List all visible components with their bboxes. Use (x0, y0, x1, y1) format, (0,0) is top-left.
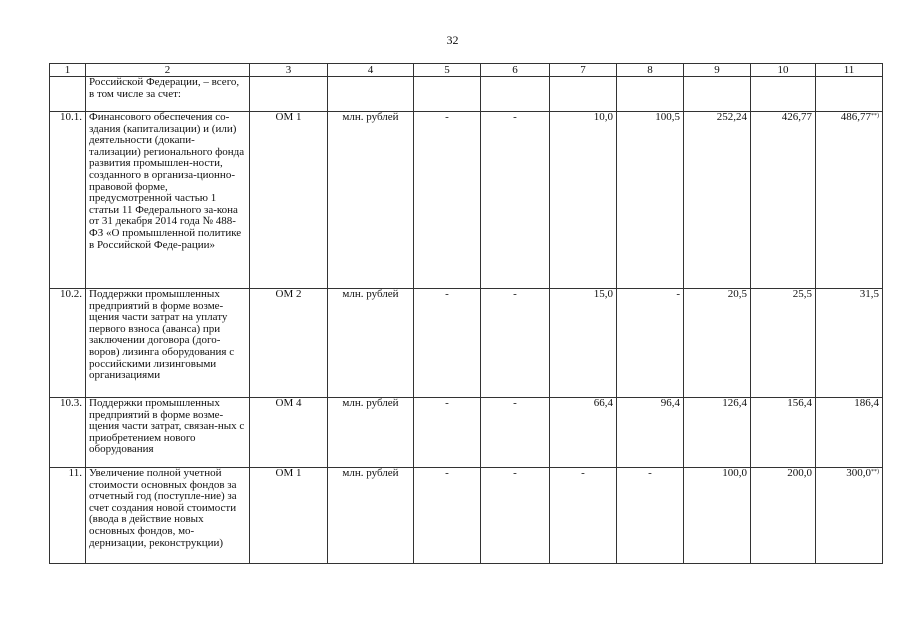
value-text: 300,0 (846, 467, 871, 479)
row-number-cell: 10.1. (50, 112, 86, 289)
column-header: 9 (684, 64, 751, 77)
row-name-cell: Финансового обеспечения со-здания (капитализации) и (или) деятельности (докапи-тализации) регионального фонда развития промышлен-ности, созданного в организа-ционно-правовой форме, предусмотренной частью 1 статьи 11 Федерального за-кона от 31 декабря 2014 года № 488-ФЗ «О промышленной политике в Российской Феде-рации» (86, 112, 250, 289)
table-row (50, 112, 883, 289)
value-cell: - (617, 468, 684, 564)
value-cell: - (550, 468, 617, 564)
value-cell: - (617, 289, 684, 398)
column-header-row (50, 64, 883, 77)
empty-cell (816, 77, 883, 112)
empty-cell (250, 77, 328, 112)
column-header: 2 (86, 64, 250, 77)
row-name-cell: Российской Федерации, – всего, в том числе за счет: (86, 77, 250, 112)
value-cell: 252,24 (684, 112, 751, 289)
value-cell: 100,5 (617, 112, 684, 289)
row-code-cell: ОМ 2 (250, 289, 328, 398)
row-number-cell: 10.3. (50, 398, 86, 468)
value-cell: 10,0 (550, 112, 617, 289)
value-cell: 66,4 (550, 398, 617, 468)
row-number-cell: 10.2. (50, 289, 86, 398)
empty-cell (684, 77, 751, 112)
empty-cell (617, 77, 684, 112)
row-unit-cell: млн. рублей (328, 468, 414, 564)
empty-cell (414, 77, 481, 112)
row-name-cell: Поддержки промышленных предприятий в форме возме-щения части затрат на уплату первого взноса (аванса) при заключении договора (дого-воров) лизинга оборудования с российскими лизинговыми организациями (86, 289, 250, 398)
table-row (50, 398, 883, 468)
column-header: 1 (50, 64, 86, 77)
value-cell: - (481, 398, 550, 468)
row-code-cell: ОМ 4 (250, 398, 328, 468)
row-code-cell: ОМ 1 (250, 468, 328, 564)
value-cell: 25,5 (751, 289, 816, 398)
column-header: 11 (816, 64, 883, 77)
page-number: 32 (446, 33, 459, 47)
column-header: 6 (481, 64, 550, 77)
value-text: 486,77 (840, 111, 871, 123)
footnote-marker: **) (871, 113, 879, 119)
value-text: 31,5 (859, 288, 879, 300)
row-name-cell: Поддержки промышленных предприятий в форме возме-щения части затрат, связан-ных с приобретением нового оборудования (86, 398, 250, 468)
value-cell: - (481, 468, 550, 564)
value-cell (816, 398, 883, 468)
value-cell: 20,5 (684, 289, 751, 398)
value-cell (816, 468, 883, 564)
value-cell (816, 112, 883, 289)
value-cell: 156,4 (751, 398, 816, 468)
value-cell: 100,0 (684, 468, 751, 564)
value-cell: - (414, 289, 481, 398)
value-text: 186,4 (854, 397, 879, 409)
value-cell: - (481, 289, 550, 398)
row-unit-cell: млн. рублей (328, 112, 414, 289)
value-cell: 96,4 (617, 398, 684, 468)
empty-cell (751, 77, 816, 112)
value-cell (816, 289, 883, 398)
row-number-cell: 11. (50, 468, 86, 564)
indicators-table (49, 63, 883, 564)
row-unit-cell: млн. рублей (328, 289, 414, 398)
footnote-marker: **) (871, 469, 879, 475)
column-header: 4 (328, 64, 414, 77)
row-name-cell: Увеличение полной учетной стоимости основных фондов за отчетный год (поступле-ние) за счет создания новой стоимости (ввода в действие новых основных фондов, мо-дернизации, реконструкции) (86, 468, 250, 564)
value-cell: - (414, 112, 481, 289)
value-cell: - (414, 398, 481, 468)
column-header: 8 (617, 64, 684, 77)
value-cell: 126,4 (684, 398, 751, 468)
table-row (50, 289, 883, 398)
value-cell: 15,0 (550, 289, 617, 398)
row-number-cell (50, 77, 86, 112)
table-row (50, 468, 883, 564)
row-unit-cell: млн. рублей (328, 398, 414, 468)
column-header: 10 (751, 64, 816, 77)
value-cell: - (414, 468, 481, 564)
table-row (50, 77, 883, 112)
empty-cell (481, 77, 550, 112)
empty-cell (328, 77, 414, 112)
column-header: 7 (550, 64, 617, 77)
column-header: 5 (414, 64, 481, 77)
value-cell: 200,0 (751, 468, 816, 564)
value-cell: 426,77 (751, 112, 816, 289)
row-code-cell: ОМ 1 (250, 112, 328, 289)
empty-cell (550, 77, 617, 112)
column-header: 3 (250, 64, 328, 77)
value-cell: - (481, 112, 550, 289)
